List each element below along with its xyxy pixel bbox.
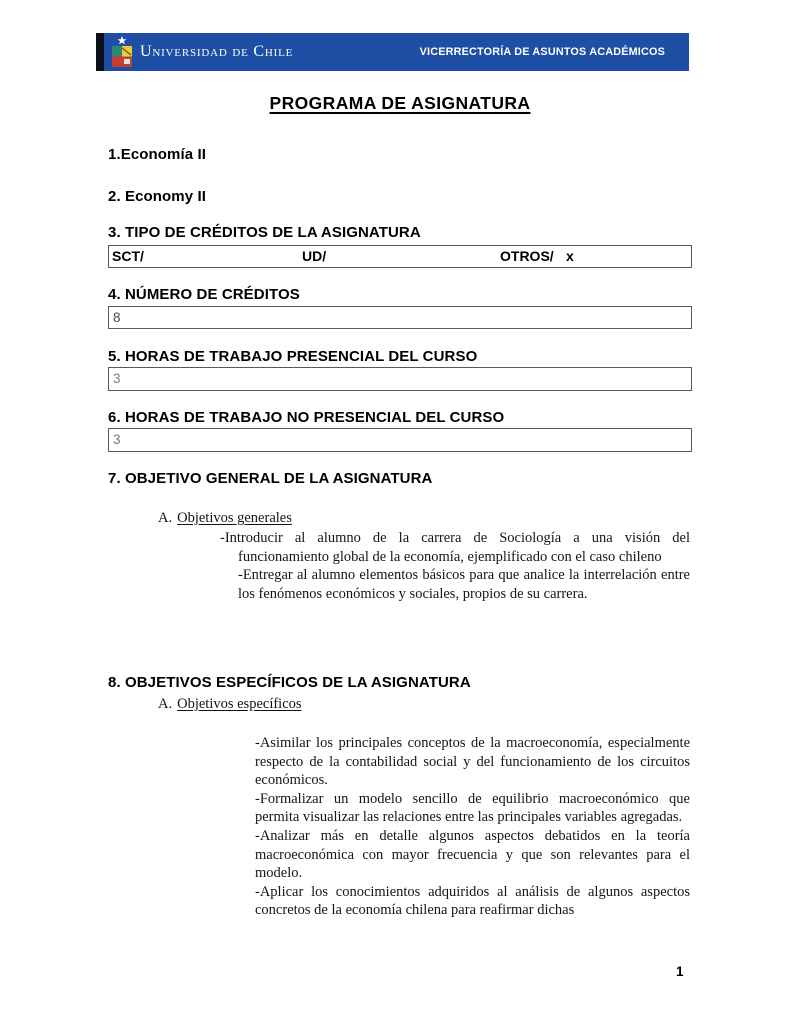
otros-label: OTROS/ <box>500 248 554 264</box>
objetivo-especifico-bullet: -Aplicar los conocimientos adquiridos al análisis de algunos aspectos concretos de la economía chilena para reafirmar dichas <box>255 883 690 919</box>
course-name-spanish: 1.Economía II <box>108 146 206 163</box>
objetivo-especifico-bullet: -Analizar más en detalle algunos aspectos debatidos en la teoría macroeconómica con mayor frecuencia y que son relevantes para el modelo. <box>255 827 690 882</box>
numero-creditos-value: 8 <box>113 310 121 325</box>
numero-creditos-box <box>108 306 692 329</box>
objetivos-especificos-text <box>255 734 690 920</box>
subheading-prefix: A. <box>158 510 173 526</box>
objetivo-especifico-bullet: -Formalizar un modelo sencillo de equilibrio macroeconómico que permita visualizar las relaciones entre las principales variables agregadas. <box>255 790 690 826</box>
page-title: PROGRAMA DE ASIGNATURA <box>269 93 531 113</box>
university-name: Universidad de Chile <box>140 43 294 60</box>
objetivos-generales-text <box>220 529 690 603</box>
sct-label: SCT/ <box>112 248 144 264</box>
tipo-creditos-box <box>108 245 692 268</box>
course-name-english: 2. Economy II <box>108 188 206 205</box>
section-heading-objetivo-general: 7. OBJETIVO GENERAL DE LA ASIGNATURA <box>108 470 433 487</box>
subheading-prefix: A. <box>158 696 173 712</box>
objetivos-especificos-subheading <box>158 696 302 713</box>
header-banner <box>96 33 689 71</box>
subheading-label: Objetivos específicos <box>177 696 302 712</box>
horas-no-presencial-box <box>108 428 692 452</box>
section-heading-objetivos-especificos: 8. OBJETIVOS ESPECÍFICOS DE LA ASIGNATURA <box>108 674 471 691</box>
objetivo-general-bullet: -Entregar al alumno elementos básicos para que analice la interrelación entre los fenómenos económicos y sociales, propios de su carrera. <box>238 567 690 602</box>
objetivo-general-bullet: -Introducir al alumno de la carrera de Sociología a una visión del funcionamiento global de la economía, ejemplificado con el caso chileno <box>220 530 690 565</box>
ud-label: UD/ <box>302 248 327 264</box>
page-number: 1 <box>676 964 684 979</box>
horas-presencial-value: 3 <box>113 371 121 386</box>
section-heading-horas-no-presencial: 6. HORAS DE TRABAJO NO PRESENCIAL DEL CURSO <box>108 409 505 426</box>
horas-presencial-box <box>108 367 692 391</box>
banner-edge-strip <box>96 33 104 71</box>
objetivos-generales-subheading <box>158 510 292 527</box>
vice-rectory-title: VICERRECTORÍA DE ASUNTOS ACADÉMICOS <box>419 46 665 58</box>
section-heading-horas-presencial: 5. HORAS DE TRABAJO PRESENCIAL DEL CURSO <box>108 348 478 365</box>
otros-value: x <box>566 248 574 264</box>
section-heading-numero-creditos: 4. NÚMERO DE CRÉDITOS <box>108 286 300 303</box>
objetivo-especifico-bullet: -Asimilar los principales conceptos de la macroeconomía, especialmente respecto de la contabilidad social y del funcionamiento de los circuitos económicos. <box>255 735 690 789</box>
section-heading-tipo-creditos: 3. TIPO DE CRÉDITOS DE LA ASIGNATURA <box>108 224 421 241</box>
university-shield-icon <box>110 35 134 74</box>
horas-no-presencial-value: 3 <box>113 432 121 447</box>
subheading-label: Objetivos generales <box>177 510 292 526</box>
